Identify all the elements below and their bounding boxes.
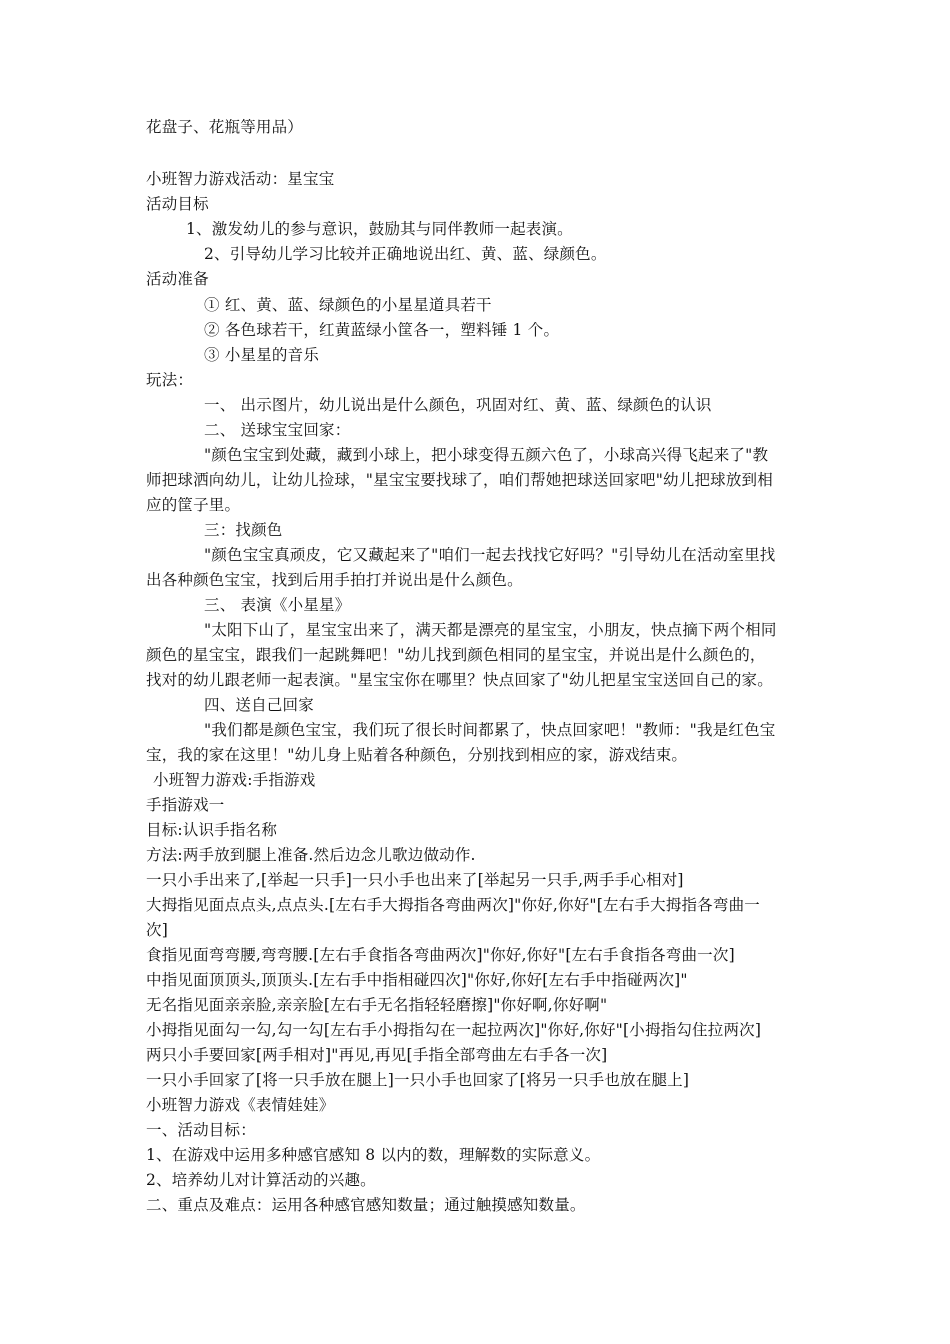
list-item: ③ 小星星的音乐 — [204, 346, 320, 364]
text-line: 一、 出示图片，幼儿说出是什么颜色，巩固对红、黄、蓝、绿颜色的认识 — [204, 396, 712, 414]
list-item: ② 各色球若干，红黄蓝绿小筐各一，塑料锤 1 个。 — [204, 321, 560, 339]
text-line: 无名指见面亲亲脸,亲亲脸[左右手无名指轻轻磨擦]"你好啊,你好啊" — [146, 996, 608, 1014]
text-line: 找对的幼儿跟老师一起表演。"星宝宝你在哪里？快点回家了"幼儿把星宝宝送回自己的家。 — [146, 671, 773, 689]
text-line: 2、培养幼儿对计算活动的兴趣。 — [146, 1171, 376, 1189]
text-line: 应的筐子里。 — [146, 496, 241, 514]
text-line: 师把球洒向幼儿，让幼儿捡球，"星宝宝要找球了，咱们帮她把球送回家吧"幼儿把球放到相 — [146, 471, 773, 489]
section-title: 小班智力游戏:手指游戏 — [153, 771, 316, 789]
heading: 活动准备 — [146, 270, 209, 288]
text-line: 两只小手要回家[两手相对]"再见,再见[手指全部弯曲左右手各一次] — [146, 1046, 608, 1064]
text-line: 四、送自己回家 — [204, 696, 314, 714]
list-item: ① 红、黄、蓝、绿颜色的小星星道具若干 — [204, 296, 492, 314]
heading: 一、活动目标： — [146, 1121, 256, 1139]
text-line: "颜色宝宝到处藏，藏到小球上，把小球变得五颜六色了，小球高兴得飞起来了"教 — [204, 446, 769, 464]
text-line: 2、引导幼儿学习比较并正确地说出红、黄、蓝、绿颜色。 — [204, 245, 607, 263]
text-line: 颜色的星宝宝，跟我们一起跳舞吧！"幼儿找到颜色相同的星宝宝，并说出是什么颜色的， — [146, 646, 766, 664]
section-title: 小班智力游戏《表情娃娃》 — [146, 1096, 335, 1114]
text-line: 出各种颜色宝宝，找到后用手拍打并说出是什么颜色。 — [146, 571, 523, 589]
text-line: "颜色宝宝真顽皮，它又藏起来了"咱们一起去找找它好吗？"引导幼儿在活动室里找 — [204, 546, 776, 564]
text-line: 方法:两手放到腿上准备.然后边念儿歌边做动作. — [146, 846, 476, 864]
text-line: 1、在游戏中运用多种感官感知 8 以内的数，理解数的实际意义。 — [146, 1146, 601, 1164]
text-line: 大拇指见面点点头,点点头.[左右手大拇指各弯曲两次]"你好,你好"[左右手大拇指各弯曲一 — [146, 896, 760, 914]
heading: 手指游戏一 — [146, 796, 225, 814]
text-line: 食指见面弯弯腰,弯弯腰.[左右手食指各弯曲两次]"你好,你好"[左右手食指各弯曲一次] — [146, 946, 735, 964]
text-line: 次] — [146, 921, 168, 939]
text-line: 二、重点及难点：运用各种感官感知数量；通过触摸感知数量。 — [146, 1196, 586, 1214]
text-line: "太阳下山了，星宝宝出来了，满天都是漂亮的星宝宝，小朋友，快点摘下两个相同 — [204, 621, 777, 639]
text-line: 1、激发幼儿的参与意识，鼓励其与同伴教师一起表演。 — [186, 220, 573, 238]
heading: 玩法： — [146, 371, 194, 389]
text-line: 一只小手出来了,[举起一只手]一只小手也出来了[举起另一只手,两手手心相对] — [146, 871, 684, 889]
text-line: 二、 送球宝宝回家： — [204, 421, 351, 439]
text-line: 小拇指见面勾一勾,勾一勾[左右手小拇指勾在一起拉两次]"你好,你好"[小拇指勾住拉两次] — [146, 1021, 762, 1039]
text-line: 一只小手回家了[将一只手放在腿上]一只小手也回家了[将另一只手也放在腿上] — [146, 1071, 690, 1089]
text-line: 三：找颜色 — [204, 521, 283, 539]
text-line: 花盘子、花瓶等用品） — [146, 118, 304, 136]
section-title: 小班智力游戏活动：星宝宝 — [146, 170, 335, 188]
text-line: 宝，我的家在这里！"幼儿身上贴着各种颜色，分别找到相应的家，游戏结束。 — [146, 746, 688, 764]
heading: 活动目标 — [146, 195, 209, 213]
text-line: 三、 表演《小星星》 — [204, 596, 351, 614]
text-line: 目标:认识手指名称 — [146, 821, 278, 839]
text-line: 中指见面顶顶头,顶顶头.[左右手中指相碰四次]"你好,你好[左右手中指碰两次]" — [146, 971, 688, 989]
text-line: "我们都是颜色宝宝，我们玩了很长时间都累了，快点回家吧！"教师："我是红色宝 — [204, 721, 776, 739]
